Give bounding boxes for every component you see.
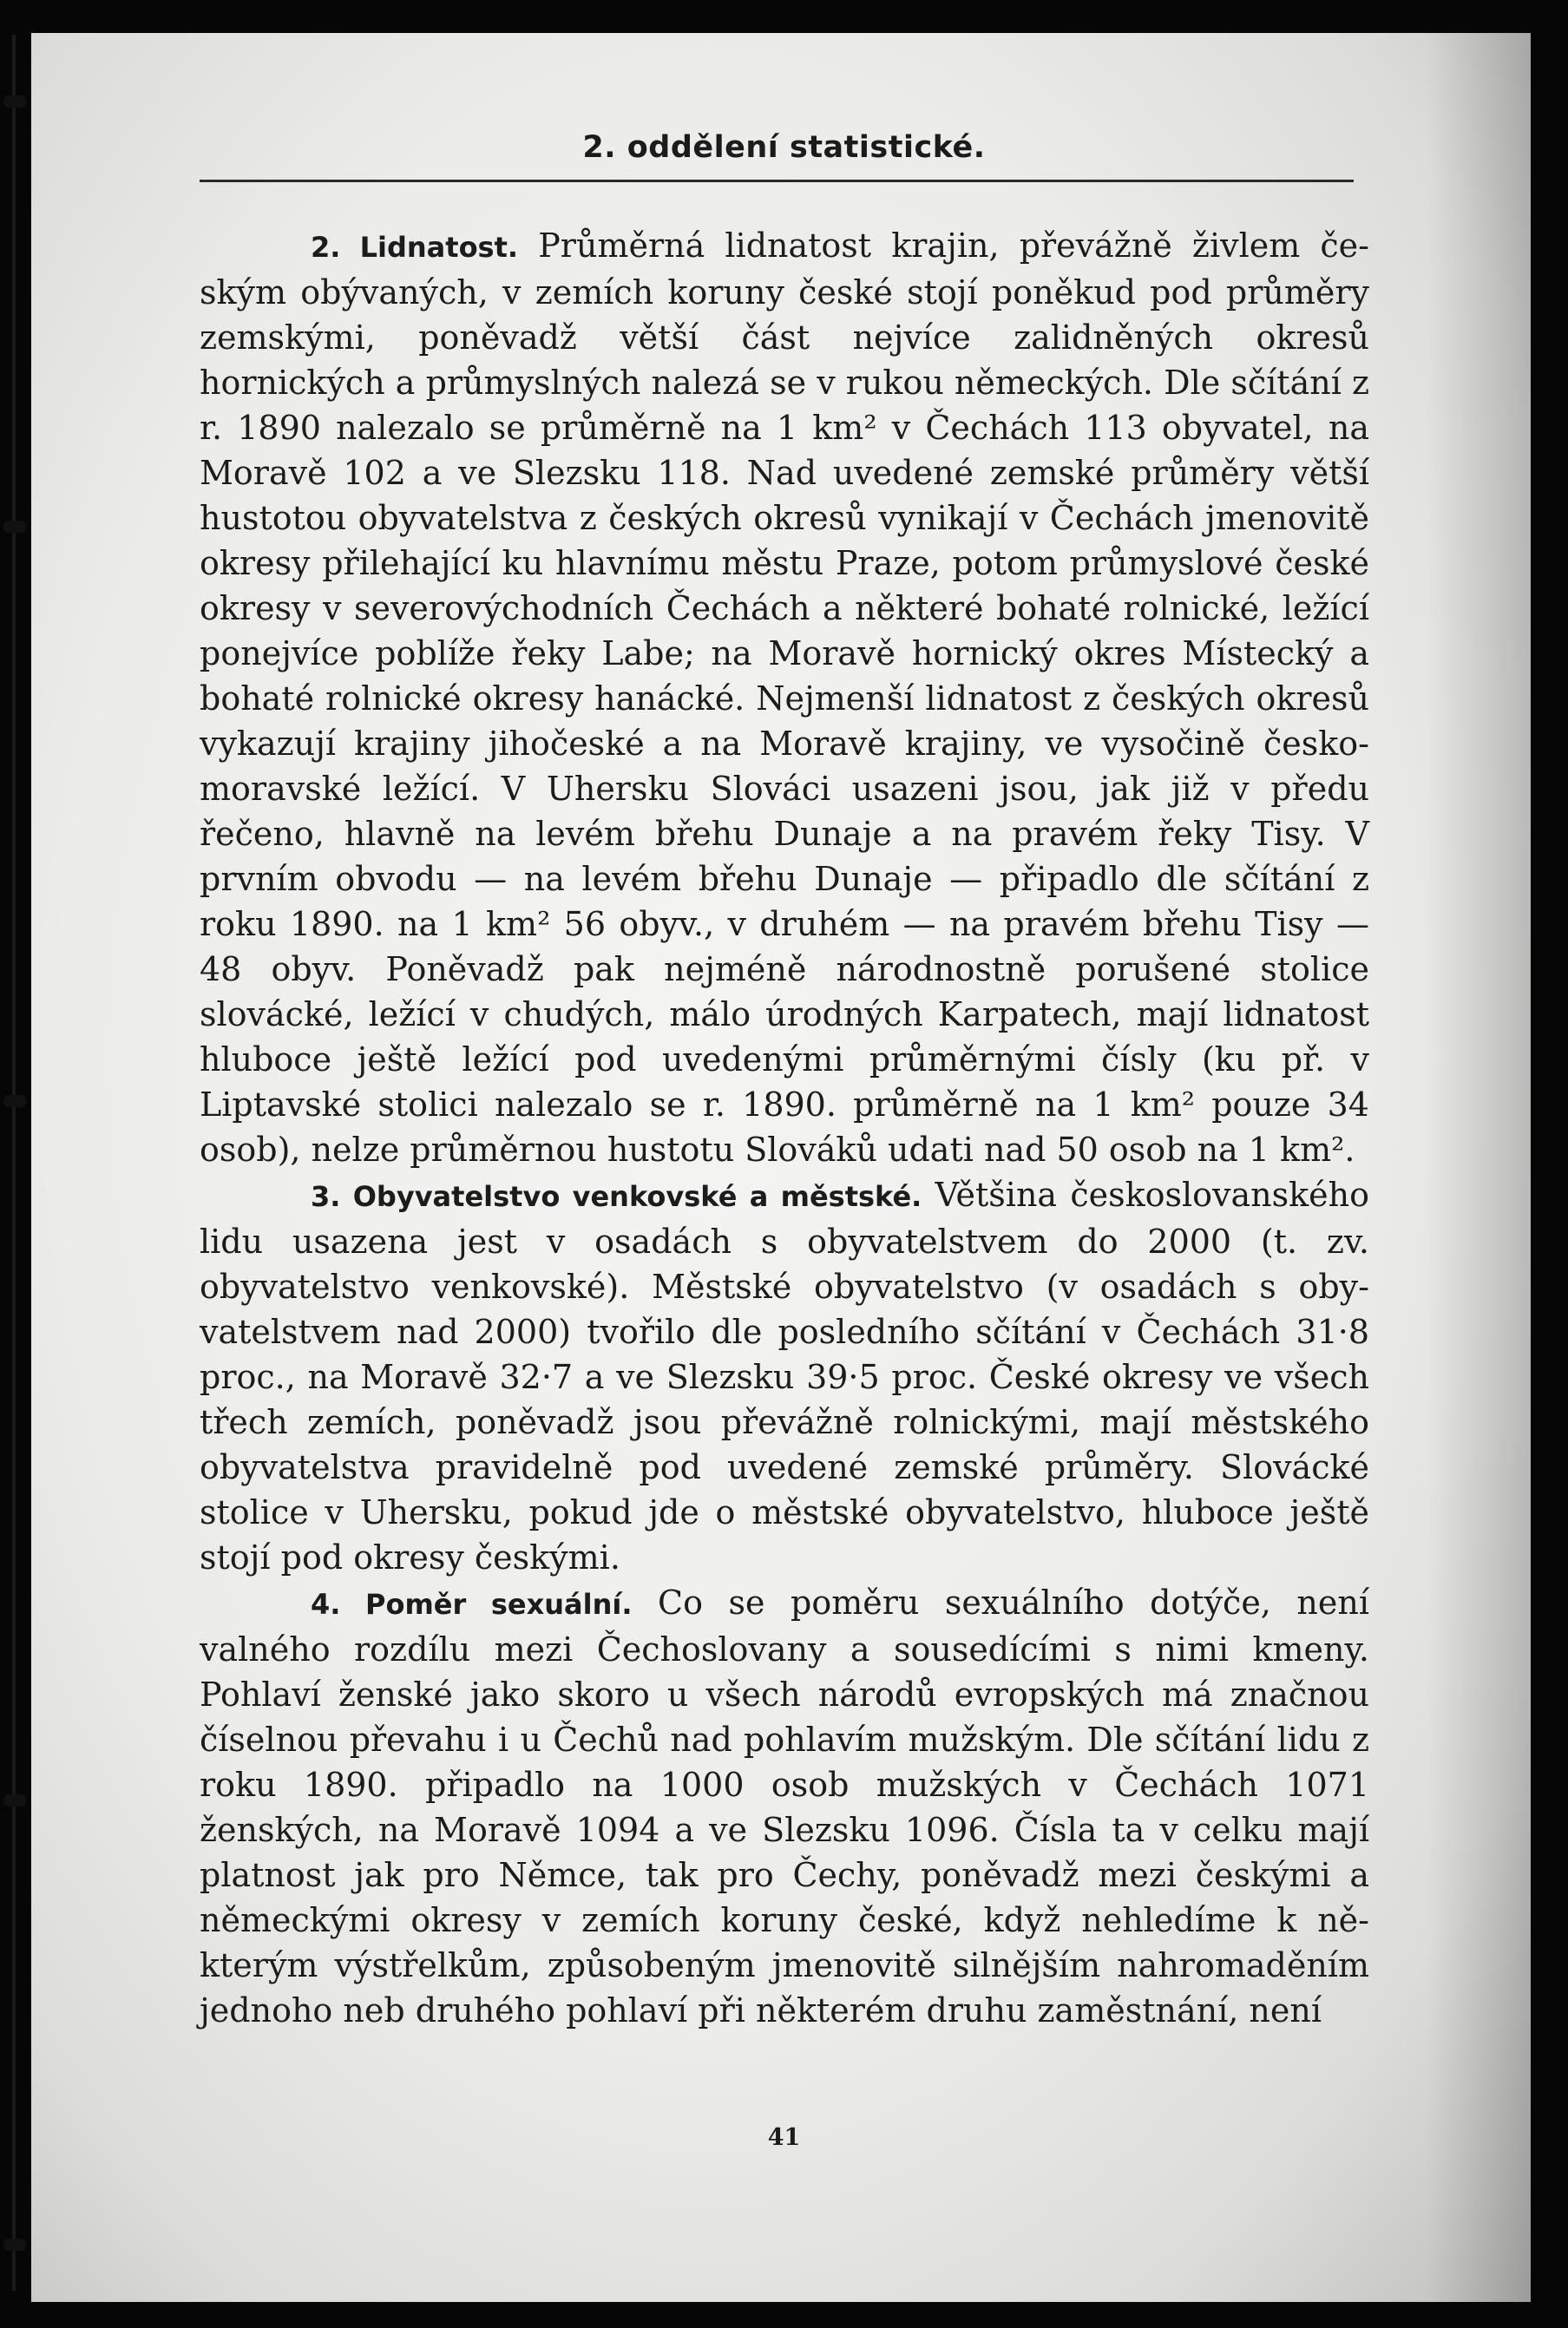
paragraph-lidnatost bbox=[200, 223, 1369, 1172]
body-text bbox=[200, 223, 1369, 2033]
paragraph-obyvatelstvo bbox=[200, 1172, 1369, 1580]
paragraph-text: Průměrná lidnatost krajin, převážně živlem českým obývaných, v zemích koruny české stojí poněkud pod průměry zemskými, poněvadž větší část nejvíce zalidněných okresů hornických a průmyslných nalezá se v rukou německých. Dle sčítání z r. 1890 nalezalo se průměrně na 1 km² v Čechách 113 obyvatel, na Moravě 102 a ve Slezsku 118. Nad uvedené zemské průměry větší hustotou obyvatelstva z českých okresů vynikají v Čechách jmenovitě okresy přilehající ku hlavnímu městu Praze, potom průmyslové české okresy v severovýchodních Čechách a některé bohaté rolnické, ležící ponejvíce poblíže řeky Labe; na Moravě hornický okres Místecký a bohaté rolnické okresy hanácké. Nejmenší lidnatost z českých okresů vykazují krajiny jihočeské a na Moravě krajiny, ve vysočině českomoravské ležící. V Uhersku Slováci usazeni jsou, jak již v předu řečeno, hlavně na levém břehu Dunaje a na pravém řeky Tisy. V prvním obvodu — na levém břehu Dunaje — připadlo dle sčítání z roku 1890. na 1 km² 56 obyv., v druhém — na pravém břehu Tisy — 48 obyv. Poněvadž pak nejméně národnostně porušené stolice slovácké, ležící v chudých, málo úrodných Karpatech, mají lidnatost hluboce ještě ležící pod uvedenými průměrnými čísly (ku př. v Liptavské stolici nalezalo se r. 1890. průměrně na 1 km² pouze 34 osob), nelze průměrnou hustotu Slováků udati nad 50 osob na 1 km². bbox=[200, 226, 1370, 1169]
paragraph-heading: 2. Lidnatost. bbox=[311, 231, 519, 264]
binding-mark bbox=[3, 2239, 26, 2251]
paragraph-heading: 4. Poměr sexuální. bbox=[311, 1588, 633, 1621]
paragraph-heading: 3. Obyvatelstvo venkovské a městské. bbox=[311, 1180, 922, 1213]
binding-mark bbox=[3, 95, 26, 108]
paragraph-pomer-sexualni bbox=[200, 1580, 1369, 2033]
paragraph-text: Většina českoslovanského lidu usazena jest v osadách s obyvatelstvem do 2000 (t. zv. obyvatelstvo venkovské). Městské obyvatelstvo (v osadách s obyvatelstvem nad 2000) tvořilo dle posledního sčítání v Čechách 31·8 proc., na Moravě 32·7 a ve Slezsku 39·5 proc. České okresy ve všech třech zemích, poněvadž jsou převážně rolnickými, mají městského obyvatelstva pravidelně pod uvedené zemské průměry. Slovácké stolice v Uhersku, pokud jde o městské obyvatelstvo, hluboce ještě stojí pod okresy českými. bbox=[200, 1176, 1369, 1577]
running-header: 2. oddělení statistické. bbox=[582, 130, 986, 165]
header-rule bbox=[200, 180, 1354, 182]
binding-mark bbox=[3, 521, 26, 533]
paragraph-text: Co se poměru sexuálního dotýče, není valného rozdílu mezi Čechoslovany a sousedícími s nimi kmeny. Pohlaví ženské jako skoro u všech národů evropských má značnou číselnou převahu i u Čechů nad pohlavím mužským. Dle sčítání lidu z roku 1890. připadlo na 1000 osob mužských v Čechách 1071 ženských, na Moravě 1094 a ve Slezsku 1096. Čísla ta v celku mají platnost jak pro Němce, tak pro Čechy, poněvadž mezi českými a německými okresy v zemích koruny české, když nehledíme k některým výstřelkům, způsobeným jmenovitě silnějším nahromaděním jednoho neb druhého pohlaví při některém druhu zaměstnání, není bbox=[200, 1584, 1369, 2030]
binding-mark bbox=[3, 1794, 26, 1807]
binding-mark bbox=[3, 1095, 26, 1107]
binding-edge bbox=[12, 35, 16, 2291]
page-number: 41 bbox=[767, 2124, 801, 2151]
